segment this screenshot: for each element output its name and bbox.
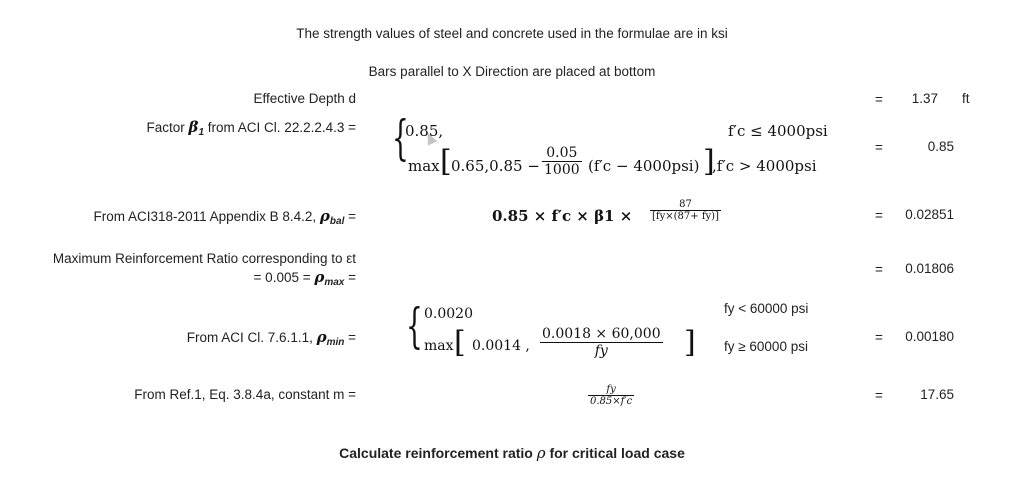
unit-effective-depth: ft [962, 91, 970, 106]
value-rho-max: 0.01806 [905, 261, 954, 276]
value-effective-depth: 1.37 [911, 91, 938, 106]
rho-bal-fraction: $\frac{87}{[fy\times(87+ fy)]}$ [652, 199, 719, 222]
beta-cond1: f′c ≤ 4000psi [728, 122, 828, 140]
beta-tail: (f′c − 4000psi) [588, 157, 700, 175]
beta-fraction: $\frac{0.05}{1000}$ [544, 145, 580, 178]
label-rho-min: From ACI Cl. 7.6.1.1, $\rho_{min}$ = [186, 328, 356, 348]
label-beta1: Factor $\beta_1$ from ACI Cl. 22.2.2.4.3 = [146, 118, 356, 138]
beta-max-args: 0.65,0.85 − [451, 157, 540, 175]
beta-case1: 0.85, [405, 122, 444, 140]
header-line-ksi: The strength values of steel and concrete used in the formulae are in ksi [296, 26, 728, 41]
label-constant-m: From Ref.1, Eq. 3.8.4a, constant m = [134, 387, 356, 402]
rho-min-cond2: fy ≥ 60000 psi [724, 339, 808, 354]
equals-sign: = [875, 140, 883, 155]
rho-min-close-bracket: ] [684, 325, 696, 360]
value-constant-m: 17.65 [920, 387, 954, 402]
value-beta1: 0.85 [927, 139, 954, 154]
label-rho-max-line2: = $0.005 = \rho_{max}$ = [253, 268, 356, 288]
rho-min-fraction: $\frac{0.0018 \times 60,000}{fy}$ [542, 326, 661, 359]
footer-heading: Calculate reinforcement ratio ρ for critical load case [339, 444, 685, 462]
label-rho-max-line1: Maximum Reinforcement Ratio corresponding to εt [52, 251, 356, 266]
beta-max-label: max [408, 157, 440, 175]
rho-bal-expression: 0.85 × f′c × β1 × [492, 207, 633, 225]
rho-min-cond1: fy < 60000 psi [724, 301, 809, 316]
equals-sign: = [875, 330, 883, 345]
brace-rho-min: { [406, 298, 423, 354]
label-effective-depth: Effective Depth d [253, 91, 356, 106]
value-rho-bal: 0.02851 [905, 207, 954, 222]
beta-open-bracket: [ [440, 144, 452, 179]
value-rho-min: 0.00180 [905, 329, 954, 344]
beta-cond2: ,f′c > 4000psi [712, 157, 817, 175]
equals-sign: = [875, 388, 883, 403]
rho-min-case1: 0.0020 [424, 306, 473, 322]
m-fraction: $\frac{fy}{0.85\times f'c}$ [590, 384, 633, 407]
equals-sign: = [875, 262, 883, 277]
equals-sign: = [875, 92, 883, 107]
header-line-bars: Bars parallel to X Direction are placed at bottom [368, 64, 656, 79]
rho-min-open-bracket: [ [454, 325, 466, 360]
beta-close-bracket: ] [703, 144, 715, 179]
rho-min-arg1: 0.0014 , [472, 338, 530, 354]
brace-beta: { [392, 110, 409, 166]
label-rho-bal: From ACI318-2011 Appendix B 8.4.2, $\rho_{bal}$ = [93, 207, 356, 227]
equals-sign: = [875, 208, 883, 223]
rho-min-max-label: max [424, 338, 454, 354]
